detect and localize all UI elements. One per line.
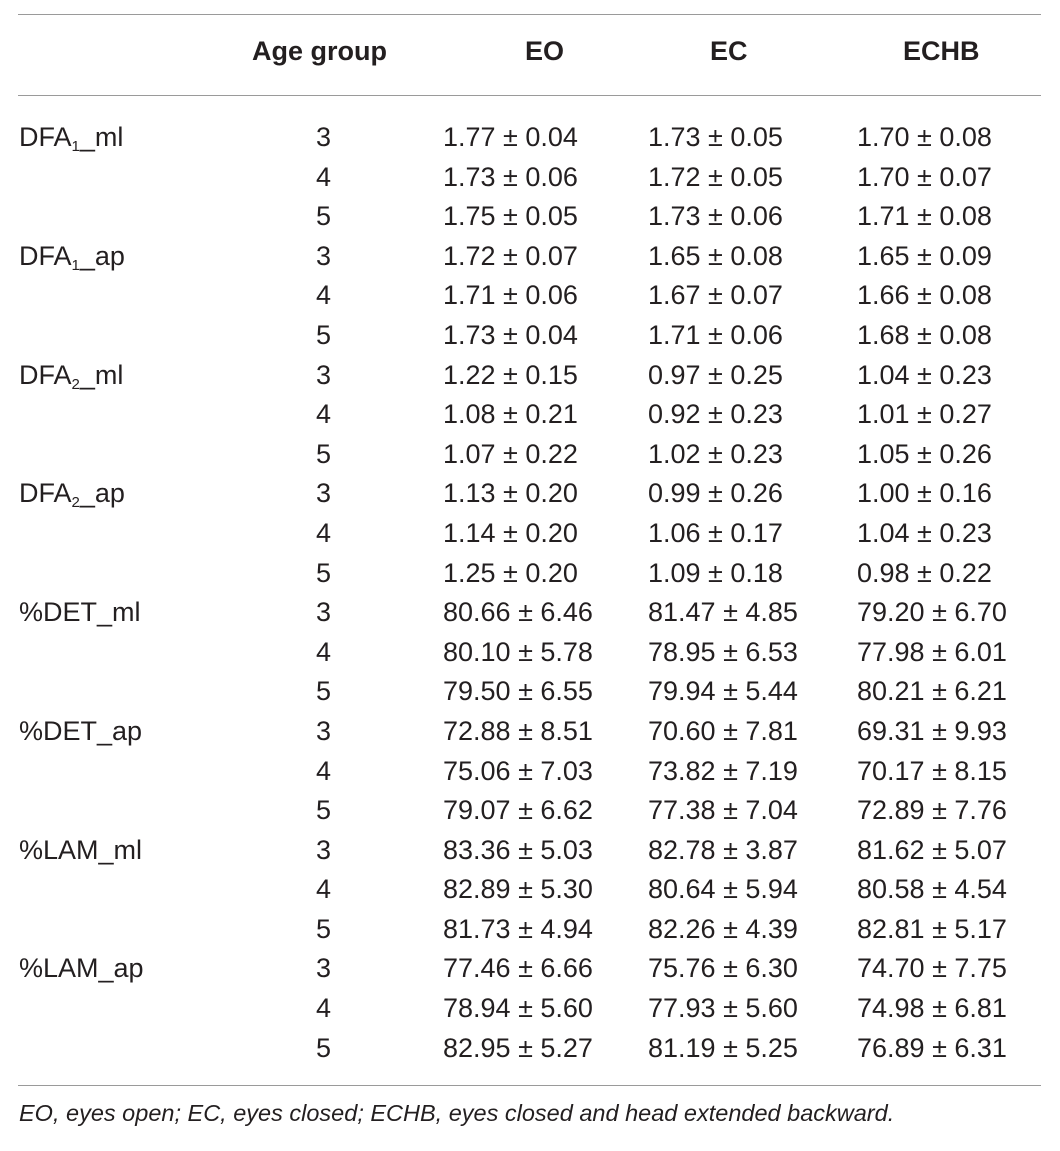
cell-age-group: 3 [316,834,332,865]
row-label-suffix: _ml [79,122,124,152]
table-row [0,554,1060,594]
cell-ec: 77.93 ± 5.60 [648,993,798,1024]
table-row [0,712,1060,752]
cell-age-group: 4 [316,517,332,548]
cell-age-group: 5 [316,557,332,588]
table-row [0,237,1060,277]
cell-eo: 1.08 ± 0.21 [443,399,578,430]
table-row [0,910,1060,950]
table-row [0,870,1060,910]
cell-eo: 81.73 ± 4.94 [443,913,593,944]
cell-eo: 78.94 ± 5.60 [443,993,593,1024]
table-top-rule [18,14,1041,15]
cell-eo: 79.07 ± 6.62 [443,795,593,826]
row-label-main: %DET_ml [19,597,141,628]
row-label-main: %LAM_ml [19,834,143,865]
cell-echb: 74.70 ± 7.75 [857,953,1007,984]
cell-age-group: 5 [316,319,332,350]
row-label-subscript: 2 [71,494,80,512]
cell-echb: 76.89 ± 6.31 [857,1032,1007,1063]
row-label-main: DFA [19,478,72,509]
cell-echb: 72.89 ± 7.76 [857,795,1007,826]
cell-ec: 81.19 ± 5.25 [648,1032,798,1063]
cell-echb: 1.04 ± 0.23 [857,359,992,390]
cell-age-group: 5 [316,795,332,826]
table-header [0,36,1060,76]
cell-ec: 70.60 ± 7.81 [648,715,798,746]
cell-eo: 1.22 ± 0.15 [443,359,578,390]
cell-echb: 1.70 ± 0.07 [857,161,992,192]
cell-echb: 1.04 ± 0.23 [857,517,992,548]
table-row [0,118,1060,158]
cell-age-group: 3 [316,240,332,271]
cell-ec: 1.65 ± 0.08 [648,240,783,271]
table-row [0,356,1060,396]
cell-eo: 80.10 ± 5.78 [443,636,593,667]
cell-eo: 1.13 ± 0.20 [443,478,578,509]
cell-age-group: 4 [316,874,332,905]
cell-ec: 82.26 ± 4.39 [648,913,798,944]
cell-eo: 80.66 ± 6.46 [443,597,593,628]
cell-echb: 1.65 ± 0.09 [857,240,992,271]
table-row [0,593,1060,633]
cell-age-group: 3 [316,122,332,152]
cell-age-group: 3 [316,715,332,746]
header-rule [18,95,1041,96]
row-label-subscript: 2 [71,375,80,393]
table-row [0,831,1060,871]
cell-age-group: 5 [316,1032,332,1063]
cell-age-group: 3 [316,953,332,984]
cell-echb: 74.98 ± 6.81 [857,993,1007,1024]
cell-echb: 0.98 ± 0.22 [857,557,992,588]
table-row [0,752,1060,792]
row-label [19,474,125,514]
cell-echb: 81.62 ± 5.07 [857,834,1007,865]
row-label-suffix: _ml [79,359,124,390]
cell-eo: 75.06 ± 7.03 [443,755,593,786]
row-label-subscript: 1 [71,138,80,155]
cell-eo: 77.46 ± 6.66 [443,953,593,984]
cell-ec: 1.67 ± 0.07 [648,280,783,311]
cell-ec: 1.72 ± 0.05 [648,161,783,192]
cell-echb: 1.68 ± 0.08 [857,319,992,350]
row-label-main: %LAM_ap [19,953,144,984]
cell-echb: 79.20 ± 6.70 [857,597,1007,628]
cell-eo: 1.07 ± 0.22 [443,438,578,469]
cell-ec: 82.78 ± 3.87 [648,834,798,865]
header-echb: ECHB [903,36,980,66]
header-eo: EO [525,36,565,66]
cell-ec: 1.06 ± 0.17 [648,517,783,548]
cell-ec: 0.97 ± 0.25 [648,359,783,390]
row-label-main: DFA [19,240,72,271]
cell-eo: 79.50 ± 6.55 [443,676,593,707]
cell-ec: 75.76 ± 6.30 [648,953,798,984]
table-row [0,633,1060,673]
row-label-main: DFA [19,359,72,390]
cell-ec: 73.82 ± 7.19 [648,755,798,786]
cell-echb: 80.58 ± 4.54 [857,874,1007,905]
cell-eo: 1.25 ± 0.20 [443,557,578,588]
cell-ec: 0.99 ± 0.26 [648,478,783,509]
table-row [0,1029,1060,1069]
header-age-group: Age group [252,36,387,66]
table-footnote: EO, eyes open; EC, eyes closed; ECHB, eyes closed and head extended backward. [19,1100,895,1126]
row-label-main: DFA [19,122,72,152]
cell-age-group: 4 [316,161,332,192]
table-body [0,118,1060,1068]
cell-eo: 83.36 ± 5.03 [443,834,593,865]
row-label-suffix: _ap [79,478,125,509]
cell-echb: 69.31 ± 9.93 [857,715,1007,746]
cell-ec: 77.38 ± 7.04 [648,795,798,826]
table-row [0,514,1060,554]
cell-eo: 72.88 ± 8.51 [443,715,593,746]
cell-ec: 79.94 ± 5.44 [648,676,798,707]
cell-eo: 82.89 ± 5.30 [443,874,593,905]
table-row [0,672,1060,712]
cell-eo: 1.73 ± 0.04 [443,319,578,350]
cell-echb: 1.01 ± 0.27 [857,399,992,430]
cell-echb: 77.98 ± 6.01 [857,636,1007,667]
cell-age-group: 3 [316,597,332,628]
cell-ec: 78.95 ± 6.53 [648,636,798,667]
cell-eo: 1.14 ± 0.20 [443,517,578,548]
cell-ec: 1.71 ± 0.06 [648,319,783,350]
cell-eo: 1.71 ± 0.06 [443,280,578,311]
table-row [0,276,1060,316]
table-row [0,989,1060,1029]
table-bottom-rule [18,1085,1041,1086]
cell-ec: 80.64 ± 5.94 [648,874,798,905]
row-label [19,118,123,158]
row-label [19,356,123,396]
cell-age-group: 5 [316,676,332,707]
cell-echb: 1.00 ± 0.16 [857,478,992,509]
cell-eo: 1.77 ± 0.04 [443,122,578,152]
cell-age-group: 4 [316,993,332,1024]
table-row [0,474,1060,514]
cell-echb: 70.17 ± 8.15 [857,755,1007,786]
row-label [19,593,141,633]
row-label-subscript: 1 [71,256,80,274]
cell-eo: 1.73 ± 0.06 [443,161,578,192]
cell-echb: 1.66 ± 0.08 [857,280,992,311]
cell-eo: 1.75 ± 0.05 [443,201,578,232]
table-row [0,791,1060,831]
cell-age-group: 5 [316,913,332,944]
cell-eo: 1.72 ± 0.07 [443,240,578,271]
row-label [19,949,144,989]
table-row [0,158,1060,198]
row-label-suffix: _ap [79,240,125,271]
cell-ec: 1.73 ± 0.05 [648,122,783,152]
cell-age-group: 5 [316,201,332,232]
table-row [0,197,1060,237]
cell-echb: 1.05 ± 0.26 [857,438,992,469]
cell-age-group: 3 [316,478,332,509]
cell-age-group: 4 [316,636,332,667]
row-label [19,712,142,752]
header-ec: EC [710,36,748,66]
cell-echb: 1.71 ± 0.08 [857,201,992,232]
cell-echb: 82.81 ± 5.17 [857,913,1007,944]
cell-age-group: 4 [316,399,332,430]
row-label [19,831,142,871]
cell-ec: 81.47 ± 4.85 [648,597,798,628]
cell-age-group: 3 [316,359,332,390]
cell-age-group: 4 [316,755,332,786]
cell-ec: 1.02 ± 0.23 [648,438,783,469]
cell-ec: 0.92 ± 0.23 [648,399,783,430]
cell-echb: 1.70 ± 0.08 [857,122,992,152]
row-label-main: %DET_ap [19,715,143,746]
row-label [19,237,125,277]
table-row [0,949,1060,989]
table-row [0,316,1060,356]
cell-age-group: 4 [316,280,332,311]
cell-ec: 1.73 ± 0.06 [648,201,783,232]
cell-eo: 82.95 ± 5.27 [443,1032,593,1063]
table-row [0,395,1060,435]
cell-echb: 80.21 ± 6.21 [857,676,1007,707]
table-row [0,435,1060,475]
cell-ec: 1.09 ± 0.18 [648,557,783,588]
cell-age-group: 5 [316,438,332,469]
